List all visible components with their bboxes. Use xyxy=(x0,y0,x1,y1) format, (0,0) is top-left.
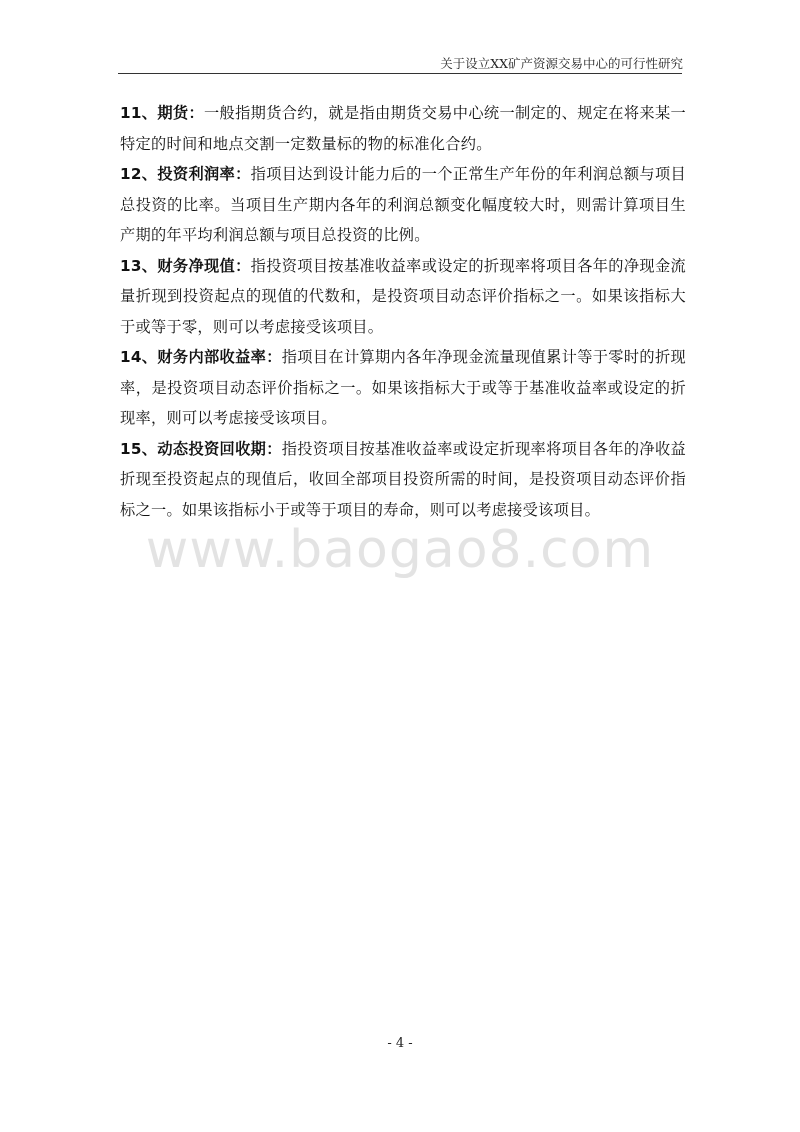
definition-term: 12、投资利润率： xyxy=(120,165,251,183)
definition-term: 14、财务内部收益率： xyxy=(120,348,282,366)
definition-entry-15 xyxy=(120,434,686,526)
document-body xyxy=(120,98,686,525)
definition-text: 指投资项目按基准收益率或设定折现率将项目各年的净收益折现至投资起点的现值后，收回全部项目投资所需的时间，是投资项目动态评价指标之一。如果该指标小于或等于项目的寿命，则可以考虑接受该项目。 xyxy=(120,439,686,519)
definition-entry-11 xyxy=(120,98,686,159)
definition-text: 一般指期货合约，就是指由期货交易中心统一制定的、规定在将来某一特定的时间和地点交割一定数量标的物的标准化合约。 xyxy=(120,104,686,153)
definition-entry-12 xyxy=(120,159,686,251)
header-rule xyxy=(118,73,682,74)
definition-text: 指投资项目按基准收益率或设定的折现率将项目各年的净现金流量折现到投资起点的现值的代数和，是投资项目动态评价指标之一。如果该指标大于或等于零，则可以考虑接受该项目。 xyxy=(120,256,686,336)
definition-text: 指项目在计算期内各年净现金流量现值累计等于零时的折现率，是投资项目动态评价指标之一。如果该指标大于或等于基准收益率或设定的折现率，则可以考虑接受该项目。 xyxy=(120,348,686,427)
page-number: - 4 - xyxy=(387,1036,413,1051)
definition-term: 11、期货： xyxy=(120,104,204,122)
running-header: 关于设立XX矿产资源交易中心的可行性研究 xyxy=(440,56,683,71)
definition-entry-14 xyxy=(120,342,686,434)
definition-entry-13 xyxy=(120,251,686,343)
watermark: www.baogao8.com xyxy=(145,520,655,580)
definition-text: 指项目达到设计能力后的一个正常生产年份的年利润总额与项目总投资的比率。当项目生产期内各年的利润总额变化幅度较大时，则需计算项目生产期的年平均利润总额与项目总投资的比例。 xyxy=(120,165,686,244)
definition-term: 15、动态投资回收期： xyxy=(120,439,282,458)
definition-term: 13、财务净现值： xyxy=(120,256,251,275)
